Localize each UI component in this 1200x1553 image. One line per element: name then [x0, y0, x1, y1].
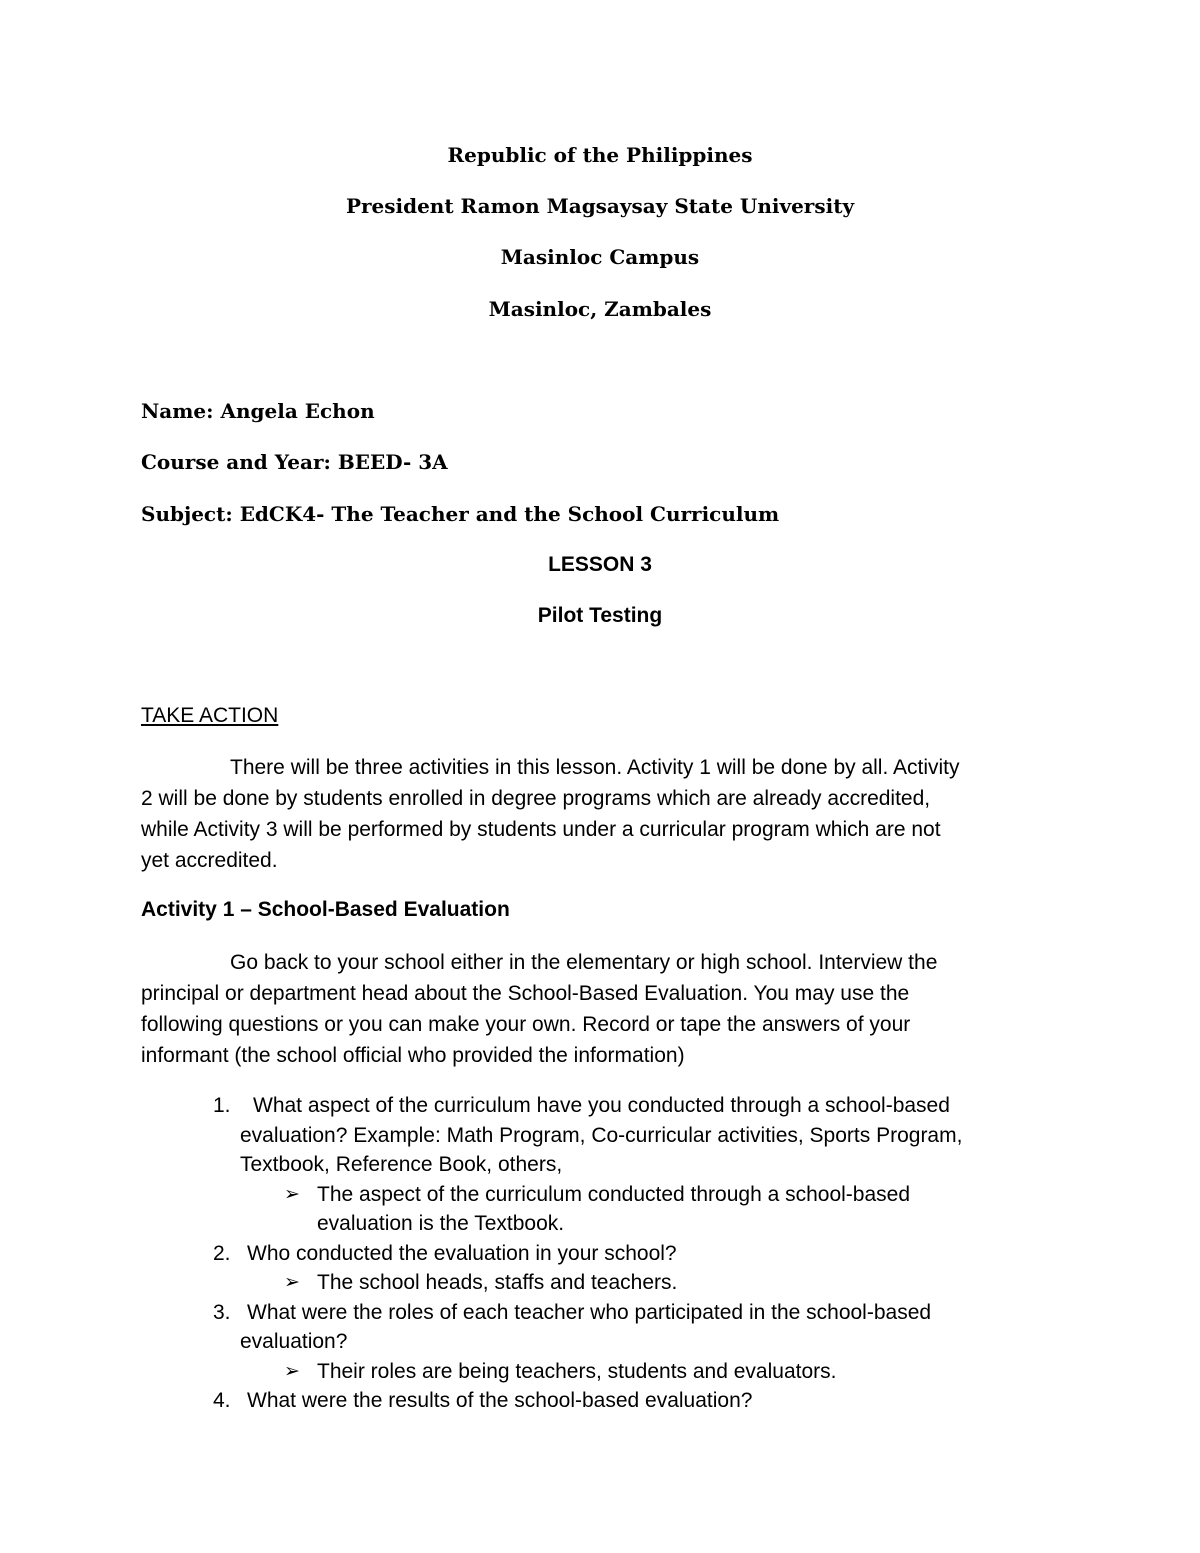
header-country: Republic of the Philippines	[447, 143, 753, 167]
paragraph-line: following questions or you can make your own. Record or tape the answers of your	[141, 1013, 911, 1036]
paragraph-line: Go back to your school either in the elementary or high school. Interview the	[230, 951, 938, 974]
answer-text: The school heads, staffs and teachers.	[317, 1271, 678, 1294]
take-action-paragraph	[141, 752, 1061, 876]
paragraph-line: while Activity 3 will be performed by students under a curricular program which are not	[141, 818, 941, 841]
list-number: 4.	[213, 1389, 231, 1412]
take-action-heading: TAKE ACTION	[141, 704, 279, 727]
list-item	[141, 1298, 1101, 1357]
header-location: Masinloc, Zambales	[488, 297, 712, 321]
list-number: 3.	[213, 1300, 231, 1324]
activity1-paragraph	[141, 947, 1061, 1071]
header-university: President Ramon Magsaysay State University	[345, 194, 855, 218]
student-course: Course and Year: BEED- 3A	[141, 450, 448, 474]
lesson-title: Pilot Testing	[537, 604, 663, 627]
arrowhead-bullet-icon: ➢	[284, 1272, 300, 1293]
header-campus: Masinloc Campus	[500, 245, 700, 269]
list-item	[141, 1239, 1101, 1269]
arrowhead-bullet-icon: ➢	[284, 1183, 300, 1205]
questions-list	[141, 1091, 1101, 1416]
paragraph-line: yet accredited.	[141, 849, 278, 872]
question-text: What were the results of the school-based evaluation?	[247, 1389, 753, 1412]
activity1-heading: Activity 1 – School-Based Evaluation	[141, 898, 510, 921]
list-item	[141, 1386, 1101, 1416]
answer-text: The aspect of the curriculum conducted through a school-based evaluation is the Textbook.	[317, 1182, 911, 1235]
paragraph-line: 2 will be done by students enrolled in degree programs which are already accredited,	[141, 787, 931, 810]
answer-item	[141, 1268, 1101, 1298]
paragraph-line: principal or department head about the School-Based Evaluation. You may use the	[141, 982, 910, 1005]
answer-item	[141, 1357, 1101, 1387]
question-text: What were the roles of each teacher who participated in the school-based evaluation?	[240, 1300, 932, 1353]
student-subject: Subject: EdCK4- The Teacher and the School Curriculum	[141, 502, 780, 526]
student-name: Name: Angela Echon	[141, 399, 375, 423]
list-number: 2.	[213, 1241, 231, 1265]
arrowhead-bullet-icon: ➢	[284, 1360, 300, 1382]
answer-text: Their roles are being teachers, students and evaluators.	[317, 1359, 837, 1383]
answer-item	[141, 1180, 1101, 1239]
question-text: Who conducted the evaluation in your school?	[247, 1241, 677, 1265]
paragraph-line: There will be three activities in this lesson. Activity 1 will be done by all. Activity	[230, 756, 960, 779]
paragraph-line: informant (the school official who provided the information)	[141, 1044, 685, 1067]
question-text: What aspect of the curriculum have you conducted through a school-based evaluation? Example: Math Program, Co-curricular activities, Sports Program, Textbook, Reference Book, others,	[240, 1094, 963, 1176]
list-item	[141, 1091, 1101, 1180]
lesson-number: LESSON 3	[548, 553, 652, 576]
list-number: 1.	[213, 1094, 231, 1117]
